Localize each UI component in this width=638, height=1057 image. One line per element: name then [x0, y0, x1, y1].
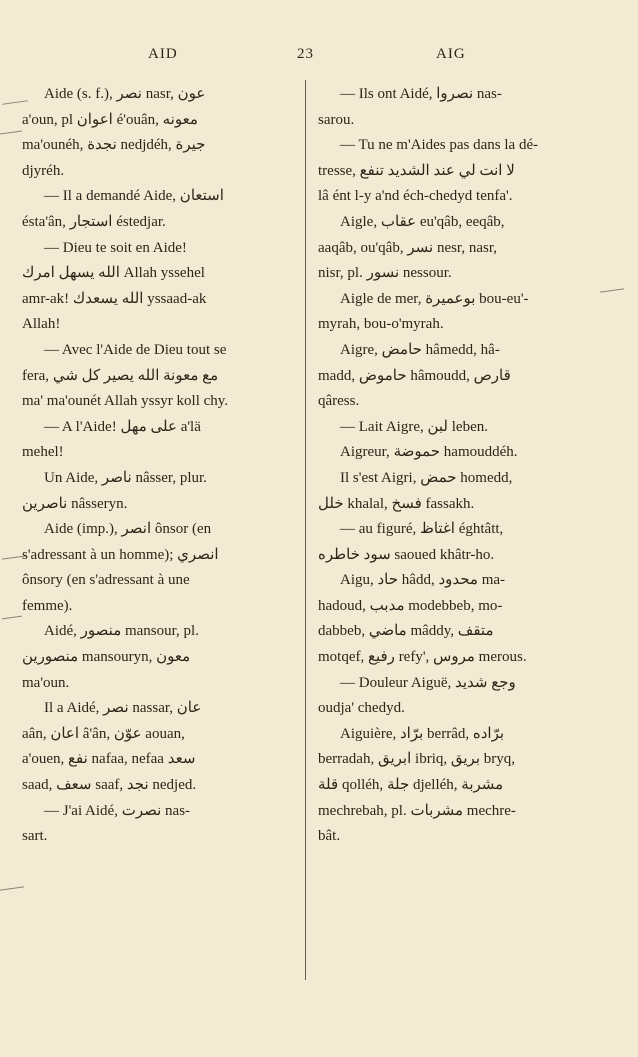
dictionary-line: — au figuré, اغتاظ éghtâtt,: [340, 521, 504, 538]
dictionary-line: sarou.: [318, 111, 355, 128]
dictionary-line: — Ils ont Aidé, نصروا nas-: [340, 86, 502, 102]
dictionary-line: — A l'Aide! على مهل a'lä: [44, 418, 201, 435]
dictionary-line: منصورين mansouryn, معون: [22, 649, 191, 666]
header-left-word: AID: [148, 46, 178, 62]
dictionary-line: Il a Aidé, نصر nassar, عان: [44, 700, 202, 717]
page-header: [0, 46, 638, 70]
dictionary-line: motqef, رفيع refy', مروس merous.: [318, 649, 527, 666]
dictionary-line: ésta'ân, استجار éstedjar.: [22, 213, 166, 230]
dictionary-line: mehel!: [22, 444, 64, 461]
dictionary-line: — Lait Aigre, لبن leben.: [340, 418, 488, 435]
dictionary-line: ناصرين nâsseryn.: [22, 495, 128, 512]
left-column: [22, 82, 302, 850]
dictionary-line: ma'ounéh, نجدة nedjdéh, جيرة: [22, 137, 206, 154]
dictionary-line: a'oun, pl اعوان é'ouân, معونه: [22, 111, 198, 128]
dictionary-line: الله يسهل امرك Allah yssehel: [22, 265, 205, 282]
dictionary-line: Allah!: [22, 316, 61, 333]
dictionary-line: oudja' chedyd.: [318, 700, 405, 717]
dictionary-line: tresse, لا انت لي عند الشديد تنفع: [318, 162, 515, 179]
dictionary-line: — Douleur Aiguë, وجع شديد: [340, 674, 516, 691]
dictionary-line: dabbeb, ماضي mâddy, متقف: [318, 623, 494, 640]
dictionary-line: — Avec l'Aide de Dieu tout se: [44, 341, 227, 358]
column-divider: [305, 80, 306, 980]
dictionary-line: خلل khalal, فسخ fassakh.: [318, 495, 475, 512]
dictionary-line: femme).: [22, 597, 73, 614]
dictionary-line: berradah, ابريق ibriq, بريق bryq,: [318, 751, 516, 768]
dictionary-line: Il s'est Aigri, حمض homedd,: [340, 469, 513, 486]
dictionary-line: qâress.: [318, 393, 360, 410]
dictionary-line: Aigre, حامض hâmedd, hâ-: [340, 341, 500, 358]
dictionary-line: Aigreur, حموضة hamouddéh.: [340, 444, 518, 461]
dictionary-line: سود خاطره saoued khâtr-ho.: [318, 546, 495, 563]
dictionary-line: Aide (imp.), انصر ônsor (en: [44, 521, 212, 538]
dictionary-line: ma' ma'ounét Allah yssyr koll chy.: [22, 393, 229, 410]
dictionary-line: Aigle, عقاب eu'qâb, eeqâb,: [340, 213, 505, 230]
dictionary-line: Aide (s. f.), نصر nasr, عون: [44, 86, 206, 102]
dictionary-line: bât.: [318, 828, 341, 845]
dictionary-line: Aidé, منصور mansour, pl.: [44, 623, 199, 640]
dictionary-line: fera, مع معونة الله يصير كل شي: [22, 367, 219, 384]
header-right-word: AIG: [436, 46, 466, 62]
dictionary-line: aân, اعان â'ân, عوّن aouan,: [22, 725, 185, 742]
dictionary-line: s'adressant à un homme); انصري: [22, 546, 219, 563]
dictionary-line: Aigle de mer, بوعميرة bou-eu'-: [340, 290, 529, 307]
dictionary-line: hadoud, مدبب modebbeb, mo-: [318, 597, 503, 614]
dictionary-line: ônsory (en s'adressant à une: [22, 572, 190, 589]
dictionary-line: قلة qolléh, جلة djelléh, مشربة: [318, 777, 504, 794]
dictionary-line: myrah, bou-o'myrah.: [318, 316, 444, 333]
dictionary-line: lâ ént l-y a'nd éch-chedyd tenfa'.: [318, 188, 513, 205]
margin-mark: [600, 288, 624, 292]
dictionary-line: djyréh.: [22, 162, 65, 179]
dictionary-line: Aigu, حاد hâdd, محدود ma-: [340, 572, 506, 589]
dictionary-line: Aiguière, برّاد berrâd, برّاده: [340, 725, 505, 742]
page-number: 23: [297, 46, 314, 62]
margin-mark: [2, 616, 22, 620]
right-column: [318, 82, 603, 850]
dictionary-line: mechrebah, pl. مشربات mechre-: [318, 802, 516, 819]
dictionary-line: — Dieu te soit en Aide!: [44, 239, 187, 256]
margin-mark: [0, 886, 24, 890]
dictionary-line: ma'oun.: [22, 674, 70, 691]
dictionary-line: a'ouen, نفع nafaa, nefaa سعد: [22, 751, 196, 768]
dictionary-line: amr-ak! الله يسعدك yssaad-ak: [22, 290, 207, 307]
dictionary-line: sart.: [22, 828, 48, 845]
dictionary-line: aaqâb, ou'qâb, نسر nesr, nasr,: [318, 239, 497, 256]
dictionary-line: madd, حاموض hâmoudd, قارص: [318, 367, 511, 384]
margin-mark: [0, 130, 22, 134]
dictionary-line: — Il a demandé Aide, استعان: [44, 188, 224, 205]
dictionary-line: nisr, pl. نسور nessour.: [318, 265, 452, 282]
dictionary-line: — Tu ne m'Aides pas dans la dé-: [340, 137, 539, 154]
dictionary-line: saad, سعف saaf, نجد nedjed.: [22, 777, 197, 794]
dictionary-line: Un Aide, ناصر nâsser, plur.: [44, 469, 207, 486]
dictionary-line: — J'ai Aidé, نصرت nas-: [44, 802, 191, 819]
